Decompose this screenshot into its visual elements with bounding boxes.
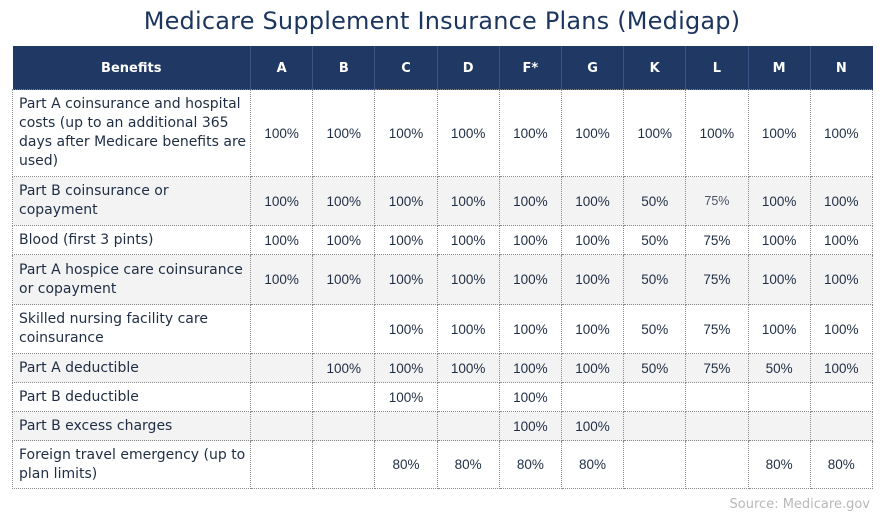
header-plan-k: K <box>624 47 686 90</box>
table-row <box>13 441 873 489</box>
table-row <box>13 383 873 412</box>
coverage-cell <box>686 412 748 441</box>
benefit-label: Part A deductible <box>13 354 251 383</box>
coverage-cell <box>624 383 686 412</box>
coverage-cell <box>624 412 686 441</box>
coverage-cell: 100% <box>624 90 686 177</box>
coverage-cell: 100% <box>437 90 499 177</box>
coverage-cell <box>624 441 686 489</box>
coverage-cell <box>437 412 499 441</box>
coverage-cell: 100% <box>251 255 313 305</box>
coverage-cell: 100% <box>748 305 810 354</box>
header-plan-n: N <box>810 47 872 90</box>
coverage-cell: 100% <box>375 354 437 383</box>
coverage-cell: 100% <box>686 90 748 177</box>
coverage-cell: 100% <box>499 305 561 354</box>
coverage-cell: 100% <box>313 354 375 383</box>
coverage-cell: 100% <box>561 305 623 354</box>
coverage-cell: 100% <box>561 177 623 226</box>
coverage-cell: 50% <box>624 177 686 226</box>
coverage-cell: 50% <box>624 226 686 255</box>
coverage-cell: 75% <box>686 255 748 305</box>
table-row <box>13 90 873 177</box>
table-header-row <box>13 47 873 90</box>
benefit-label: Skilled nursing facility care coinsurance <box>13 305 251 354</box>
source-caption: Source: Medicare.gov <box>729 497 870 512</box>
coverage-cell: 100% <box>251 177 313 226</box>
coverage-cell <box>375 412 437 441</box>
coverage-cell: 100% <box>748 177 810 226</box>
coverage-cell: 100% <box>375 255 437 305</box>
header-plan-d: D <box>437 47 499 90</box>
coverage-cell: 100% <box>748 255 810 305</box>
coverage-cell: 100% <box>499 255 561 305</box>
benefit-label: Part B coinsurance or copayment <box>13 177 251 226</box>
coverage-cell: 100% <box>499 383 561 412</box>
coverage-cell: 100% <box>437 177 499 226</box>
coverage-cell: 80% <box>748 441 810 489</box>
benefit-label: Part A coinsurance and hospital costs (up to an additional 365 days after Medicare benefits are used) <box>13 90 251 177</box>
coverage-cell <box>313 305 375 354</box>
coverage-cell: 100% <box>561 90 623 177</box>
coverage-cell: 100% <box>437 226 499 255</box>
header-plan-g: G <box>561 47 623 90</box>
coverage-cell: 100% <box>375 90 437 177</box>
coverage-cell <box>313 383 375 412</box>
coverage-cell <box>686 383 748 412</box>
coverage-cell: 100% <box>437 354 499 383</box>
coverage-cell: 100% <box>437 255 499 305</box>
coverage-cell: 80% <box>499 441 561 489</box>
benefit-label: Part A hospice care coinsurance or copayment <box>13 255 251 305</box>
coverage-cell: 100% <box>499 354 561 383</box>
header-plan-a: A <box>251 47 313 90</box>
coverage-cell: 100% <box>499 412 561 441</box>
coverage-cell: 80% <box>375 441 437 489</box>
coverage-cell <box>748 412 810 441</box>
table-row <box>13 177 873 226</box>
coverage-cell: 100% <box>313 226 375 255</box>
coverage-cell: 80% <box>561 441 623 489</box>
coverage-cell <box>251 441 313 489</box>
coverage-cell <box>748 383 810 412</box>
coverage-cell: 50% <box>624 354 686 383</box>
benefit-label: Part B excess charges <box>13 412 251 441</box>
coverage-cell: 100% <box>499 177 561 226</box>
coverage-cell: 100% <box>375 226 437 255</box>
coverage-cell <box>313 441 375 489</box>
coverage-cell: 100% <box>499 90 561 177</box>
coverage-cell: 100% <box>810 255 872 305</box>
coverage-cell: 100% <box>748 90 810 177</box>
coverage-cell <box>437 383 499 412</box>
coverage-cell: 50% <box>624 255 686 305</box>
coverage-cell: 100% <box>810 354 872 383</box>
coverage-cell: 100% <box>313 177 375 226</box>
coverage-cell <box>251 305 313 354</box>
table-row <box>13 226 873 255</box>
coverage-cell: 100% <box>437 305 499 354</box>
coverage-cell: 100% <box>375 383 437 412</box>
coverage-cell: 100% <box>499 226 561 255</box>
coverage-cell: 100% <box>375 177 437 226</box>
coverage-cell: 100% <box>810 226 872 255</box>
coverage-cell: 100% <box>810 305 872 354</box>
coverage-cell <box>561 383 623 412</box>
header-plan-c: C <box>375 47 437 90</box>
coverage-cell: 100% <box>561 255 623 305</box>
header-plan-m: M <box>748 47 810 90</box>
benefit-label: Blood (first 3 pints) <box>13 226 251 255</box>
coverage-cell: 100% <box>375 305 437 354</box>
coverage-cell: 100% <box>810 90 872 177</box>
header-plan-f: F* <box>499 47 561 90</box>
header-benefits: Benefits <box>13 47 251 90</box>
coverage-cell <box>251 412 313 441</box>
coverage-cell: 100% <box>251 226 313 255</box>
coverage-cell <box>251 383 313 412</box>
coverage-cell: 100% <box>748 226 810 255</box>
coverage-cell <box>810 383 872 412</box>
benefit-label: Part B deductible <box>13 383 251 412</box>
table-row <box>13 354 873 383</box>
table-row <box>13 412 873 441</box>
coverage-cell: 75% <box>686 226 748 255</box>
coverage-cell: 75% <box>686 177 748 226</box>
coverage-cell <box>251 354 313 383</box>
coverage-cell: 80% <box>810 441 872 489</box>
coverage-cell: 100% <box>313 90 375 177</box>
coverage-cell: 75% <box>686 354 748 383</box>
table-row <box>13 255 873 305</box>
coverage-cell <box>686 441 748 489</box>
header-plan-b: B <box>313 47 375 90</box>
benefit-label: Foreign travel emergency (up to plan limits) <box>13 441 251 489</box>
coverage-cell: 100% <box>561 226 623 255</box>
medigap-plans-table <box>12 46 873 489</box>
coverage-cell: 100% <box>561 354 623 383</box>
coverage-cell: 100% <box>313 255 375 305</box>
coverage-cell: 100% <box>810 177 872 226</box>
coverage-cell: 80% <box>437 441 499 489</box>
coverage-cell: 75% <box>686 305 748 354</box>
header-plan-l: L <box>686 47 748 90</box>
coverage-cell <box>810 412 872 441</box>
coverage-cell: 100% <box>251 90 313 177</box>
table-row <box>13 305 873 354</box>
page-title: Medicare Supplement Insurance Plans (Medigap) <box>143 7 741 35</box>
coverage-cell: 100% <box>561 412 623 441</box>
coverage-cell <box>313 412 375 441</box>
coverage-cell: 50% <box>748 354 810 383</box>
coverage-cell: 50% <box>624 305 686 354</box>
